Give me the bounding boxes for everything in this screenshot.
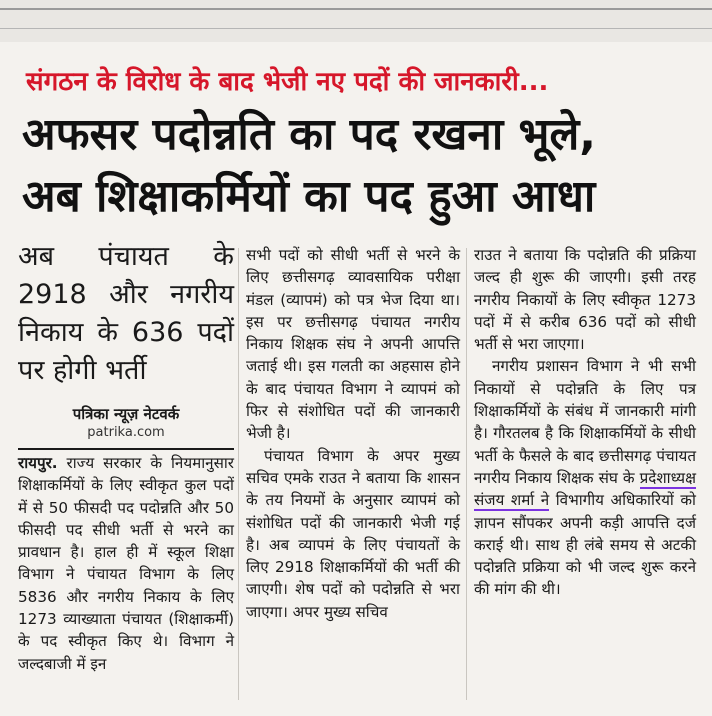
dateline-place: रायपुर. xyxy=(18,454,58,472)
highlighted-name: प्रदेशाध्यक्ष संजय शर्मा ने xyxy=(474,468,696,510)
column-3-text-a: नगरीय प्रशासन विभाग ने भी सभी निकायों से पदोन्नति के लिए पत्र शिक्षाकर्मियों के संबंध में जानकारी मांगी है। गौरतलब है कि शिक्षाकर्मियों के सीधी भर्ती के फैसले के बाद छत्तीसगढ़ पंचायत नगरीय निकाय शिक्षक संघ के xyxy=(474,357,696,487)
main-headline xyxy=(22,104,702,228)
site-credit: patrika.com xyxy=(87,425,165,440)
article-column-2 xyxy=(246,244,460,623)
column-3-paragraph-2 xyxy=(474,355,696,600)
column-3-paragraph-1: राउत ने बताया कि पदोन्नति की प्रक्रिया जल्द ही शुरू की जाएगी। इसी तरह नगरीय निकायों के लिए स्वीकृत 1273 पदों में से करीब 636 पदों को सीधी भर्ती से भरा जाएगा। xyxy=(474,246,696,354)
column-1-paragraph xyxy=(18,448,234,675)
column-divider xyxy=(466,248,467,700)
column-1-text: राज्य सरकार के नियमानुसार शिक्षाकर्मियों के लिए स्वीकृत कुल पदों में से 50 फीसदी पद पदोन्नति और 50 फीसदी पद सीधी भर्ती से भरने का प्रावधान है। हाल ही में स्कूल शिक्षा विभाग ने पंचायत विभाग के लिए 5836 और नगरीय निकाय के लिए 1273 व्याख्याता पंचायत (शिक्षाकर्मी) के पद स्वीकृत किए थे। विभाग ने जल्दबाजी में इन xyxy=(18,454,234,673)
top-rule-thin xyxy=(0,28,712,29)
article-column-1 xyxy=(18,241,234,675)
headline-line-2: अब शिक्षाकर्मियों का पद हुआ आधा xyxy=(22,171,596,222)
byline: पत्रिका न्यूज़ नेटवर्क xyxy=(72,405,180,423)
subheadline: अब पंचायत के 2918 और नगरीय निकाय के 636 पदों पर होगी भर्ती xyxy=(18,241,234,386)
column-3-text-b: विभागीय अधिकारियों को ज्ञापन सौंपकर अपनी कड़ी आपत्ति दर्ज कराई थी। साथ ही लंबे समय से अटकी पदोन्नति प्रक्रिया को भी जल्द शुरू करने की मांग की थी। xyxy=(474,491,696,599)
page-top-strip xyxy=(0,0,712,42)
article-column-3 xyxy=(474,244,696,601)
column-divider xyxy=(238,248,239,700)
headline-line-1: अफसर पदोन्नति का पद रखना भूले, xyxy=(22,109,597,160)
column-2-paragraph-2: पंचायत विभाग के अपर मुख्य सचिव एमके राउत ने बताया कि शासन के तय नियमों के अनुसार व्यापमं को संशोधित पदों की जानकारी भेजी गई है। अब व्यापमं के लिए पंचायतों के लिए 2918 शिक्षाकर्मियों की भर्ती की जाएगी। शेष पदों को पदोन्नति से भरा जाएगा। अपर मुख्य सचिव xyxy=(246,446,460,621)
column-2-paragraph-1: सभी पदों को सीधी भर्ती से भरने के लिए छत्तीसगढ़ व्यावसायिक परीक्षा मंडल (व्यापमं) को पत्र भेज दिया था। इस पर छत्तीसगढ़ पंचायत नगरीय निकाय शिक्षक संघ ने अपनी आपत्ति जताई थी। इस गलती का अहसास होने के बाद पंचायत विभाग ने व्यापमं को फिर से संशोधित पदों की जानकारी भेजी है। xyxy=(246,246,460,443)
kicker-headline: संगठन के विरोध के बाद भेजी नए पदों की जानकारी... xyxy=(26,67,549,97)
top-rule xyxy=(0,8,712,10)
